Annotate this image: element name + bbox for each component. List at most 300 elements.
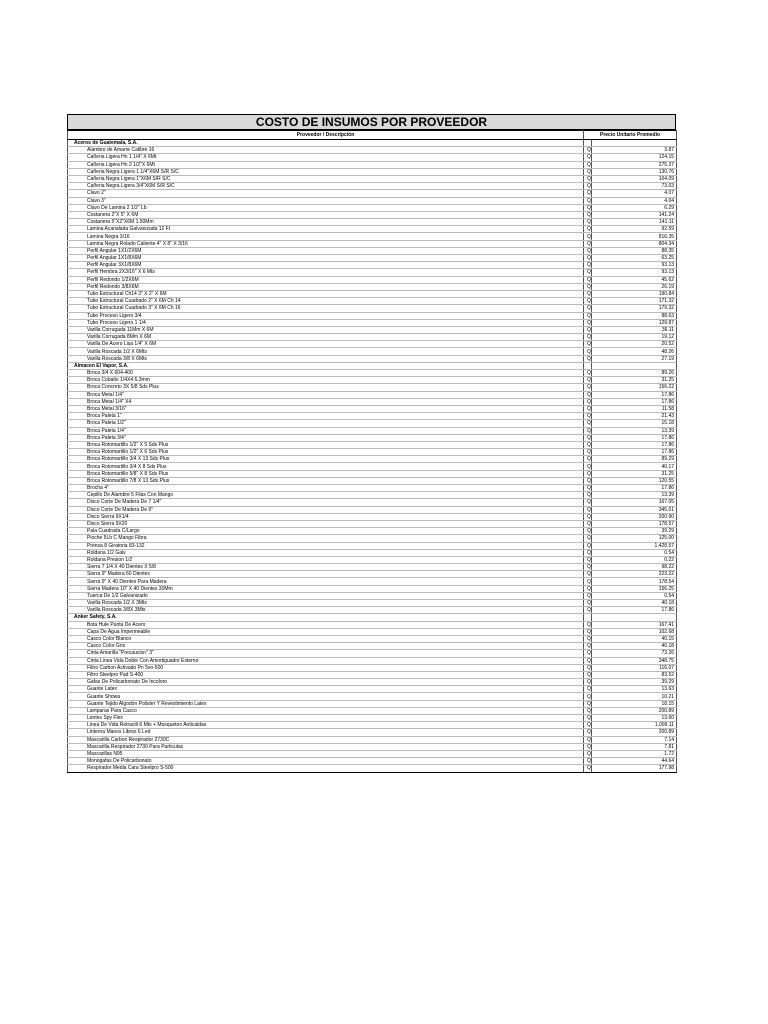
- item-description: Sierra Madera 10" X 40 Dientes 30Mm: [68, 585, 584, 592]
- currency-symbol: Q: [584, 384, 592, 391]
- item-description: Broca Rotomartillo 1/2" X 6 Sds Plus: [68, 449, 584, 456]
- item-description: Varilla De Acero Lisa 1/4" X 6M: [68, 341, 584, 348]
- unit-price: 40.18: [592, 600, 677, 607]
- currency-symbol: Q: [584, 578, 592, 585]
- item-description: Cañeria Ligera Hn 1 1/4" X 6Mt: [68, 154, 584, 161]
- item-description: Roldana Presion 1/2: [68, 556, 584, 563]
- table-row: [68, 600, 677, 607]
- currency-symbol: Q: [584, 664, 592, 671]
- table-row: [68, 255, 677, 262]
- table-row: [68, 485, 677, 492]
- table-row: [68, 434, 677, 441]
- item-description: Clavo 3": [68, 197, 584, 204]
- item-description: Monogafas De Policarbonato: [68, 758, 584, 765]
- table-row: [68, 262, 677, 269]
- item-description: Tubo Proceso Ligero 3/4: [68, 312, 584, 319]
- unit-price: 816.35: [592, 233, 677, 240]
- currency-symbol: Q: [584, 528, 592, 535]
- item-description: Disco Sierra 9X20: [68, 520, 584, 527]
- currency-symbol: Q: [584, 700, 592, 707]
- item-description: Capa De Agua Impermeable: [68, 628, 584, 635]
- currency-symbol: Q: [584, 240, 592, 247]
- unit-price: 88.35: [592, 247, 677, 254]
- item-description: Tuerca De 1/2 Galvanizado: [68, 592, 584, 599]
- item-description: Broca Rotomartillo 3/4 X 13 Sds Plus: [68, 456, 584, 463]
- item-description: Guante Showa: [68, 693, 584, 700]
- item-description: Varilla Roscada 1/2 X 6Mts: [68, 348, 584, 355]
- unit-price: 89.26: [592, 370, 677, 377]
- table-row: [68, 384, 677, 391]
- item-description: Mascarilla Carbon Respirador 2730C: [68, 736, 584, 743]
- unit-price: 1.72: [592, 750, 677, 757]
- currency-symbol: Q: [584, 564, 592, 571]
- table-row: [68, 427, 677, 434]
- item-description: Cañeria Negra Ligera 3/4"X6M S/R S/C: [68, 183, 584, 190]
- table-row: [68, 147, 677, 154]
- table-row: [68, 549, 677, 556]
- header-description: Proveedor / Descripción: [68, 131, 584, 140]
- table-row: [68, 341, 677, 348]
- supplier-row-blank: [592, 140, 677, 147]
- currency-symbol: Q: [584, 290, 592, 297]
- unit-price: 11.58: [592, 405, 677, 412]
- currency-symbol: Q: [584, 671, 592, 678]
- table-row: [68, 413, 677, 420]
- item-description: Lamina Acanalada Galvanizada 12 Ft: [68, 226, 584, 233]
- table-row: [68, 657, 677, 664]
- currency-symbol: Q: [584, 643, 592, 650]
- unit-price: 18.15: [592, 700, 677, 707]
- item-description: Mascarillas N95: [68, 750, 584, 757]
- unit-price: 17.86: [592, 398, 677, 405]
- unit-price: 17.86: [592, 391, 677, 398]
- unit-price: 89.29: [592, 456, 677, 463]
- table-row: [68, 370, 677, 377]
- currency-symbol: Q: [584, 542, 592, 549]
- table-row: [68, 556, 677, 563]
- currency-symbol: Q: [584, 715, 592, 722]
- item-description: Sierra 7 1/4 X 40 Dientes X 5/8: [68, 564, 584, 571]
- item-description: Sierra 9" Madera 60 Dientes: [68, 571, 584, 578]
- table-row: [68, 535, 677, 542]
- currency-symbol: Q: [584, 183, 592, 190]
- currency-symbol: Q: [584, 492, 592, 499]
- currency-symbol: Q: [584, 556, 592, 563]
- table-row: [68, 722, 677, 729]
- table-row: [68, 154, 677, 161]
- currency-symbol: Q: [584, 190, 592, 197]
- currency-symbol: Q: [584, 686, 592, 693]
- currency-symbol: Q: [584, 262, 592, 269]
- item-description: Broca Metal 3/16": [68, 405, 584, 412]
- currency-symbol: Q: [584, 413, 592, 420]
- table-row: [68, 334, 677, 341]
- item-description: Broca Rotomartillo 5/8" X 8 Sds Plus: [68, 470, 584, 477]
- currency-symbol: Q: [584, 269, 592, 276]
- unit-price: 48.26: [592, 348, 677, 355]
- unit-price: 178.54: [592, 578, 677, 585]
- unit-price: 13.63: [592, 686, 677, 693]
- table-row: [68, 499, 677, 506]
- item-description: Disco Sierra 9X1/4: [68, 513, 584, 520]
- item-description: Cepillo De Alambre 5 Filas Con Mango: [68, 492, 584, 499]
- currency-symbol: Q: [584, 161, 592, 168]
- item-description: Perfil Hembra 2X3/16" X 6 Mts: [68, 269, 584, 276]
- unit-price: 4.04: [592, 197, 677, 204]
- item-description: Costanera 5"X2"X6M 1.50Mm: [68, 219, 584, 226]
- item-description: Varilla Roscada 1/2 X 3Mts: [68, 600, 584, 607]
- cost-table: [67, 130, 677, 773]
- unit-price: 102.68: [592, 628, 677, 635]
- unit-price: 130.76: [592, 168, 677, 175]
- item-description: Broca Paleta 3/4": [68, 434, 584, 441]
- currency-symbol: Q: [584, 233, 592, 240]
- unit-price: 190.84: [592, 290, 677, 297]
- table-row: [68, 305, 677, 312]
- item-description: Clavo 2": [68, 190, 584, 197]
- unit-price: 156.22: [592, 384, 677, 391]
- table-row: [68, 707, 677, 714]
- currency-symbol: Q: [584, 707, 592, 714]
- item-description: Lamina Negra Rolado Caliente 4" X 8" X 3/16: [68, 240, 584, 247]
- currency-symbol: Q: [584, 398, 592, 405]
- item-description: Lamina Negra 3/16: [68, 233, 584, 240]
- table-header-row: [68, 131, 677, 140]
- currency-symbol: Q: [584, 585, 592, 592]
- unit-price: 7.81: [592, 743, 677, 750]
- table-row: [68, 391, 677, 398]
- currency-symbol: Q: [584, 628, 592, 635]
- unit-price: 116.07: [592, 664, 677, 671]
- item-description: Guante Tejido Algodón Polister Y Revestimiento Latex: [68, 700, 584, 707]
- currency-symbol: Q: [584, 298, 592, 305]
- table-row: [68, 520, 677, 527]
- unit-price: 7.14: [592, 736, 677, 743]
- item-description: Broca Concreto 3X 5/8 Sds Plus: [68, 384, 584, 391]
- unit-price: 200.90: [592, 513, 677, 520]
- table-row: [68, 405, 677, 412]
- table-row: [68, 506, 677, 513]
- item-description: Perfil Angular 1X1/2X6M: [68, 247, 584, 254]
- item-description: Varilla Roscada 3/8X 3Mts: [68, 607, 584, 614]
- item-description: Alambre de Amarre Calibre 16: [68, 147, 584, 154]
- currency-symbol: Q: [584, 405, 592, 412]
- table-row: [68, 319, 677, 326]
- unit-price: 345.01: [592, 506, 677, 513]
- unit-price: 141.24: [592, 211, 677, 218]
- currency-symbol: Q: [584, 305, 592, 312]
- item-description: Perfil Angular 3X1/8X6M: [68, 262, 584, 269]
- currency-symbol: Q: [584, 441, 592, 448]
- currency-symbol: Q: [584, 326, 592, 333]
- table-row: [68, 528, 677, 535]
- unit-price: 3.87: [592, 147, 677, 154]
- unit-price: 39.29: [592, 528, 677, 535]
- supplier-row-blank: [584, 614, 592, 621]
- currency-symbol: Q: [584, 693, 592, 700]
- item-description: Filtro Carbon Activado Pn 5vo-500: [68, 664, 584, 671]
- item-description: Tubo Proceso Ligero 1 1/4: [68, 319, 584, 326]
- header-unit-price: Precio Unitario Promedio: [584, 131, 677, 140]
- currency-symbol: Q: [584, 355, 592, 362]
- currency-symbol: Q: [584, 226, 592, 233]
- item-description: Prensa 8 Giratoria 83-132: [68, 542, 584, 549]
- table-row: [68, 219, 677, 226]
- unit-price: 39.29: [592, 679, 677, 686]
- table-row: [68, 542, 677, 549]
- unit-price: 13.60: [592, 715, 677, 722]
- currency-symbol: Q: [584, 175, 592, 182]
- item-description: Gafas De Policarbonato De Incoloro: [68, 679, 584, 686]
- table-row: [68, 276, 677, 283]
- unit-price: 93.13: [592, 269, 677, 276]
- unit-price: 27.19: [592, 355, 677, 362]
- table-row: [68, 312, 677, 319]
- item-description: Bota Hule Punta De Acero: [68, 621, 584, 628]
- item-description: Broca Paleta 1/2": [68, 420, 584, 427]
- currency-symbol: Q: [584, 571, 592, 578]
- currency-symbol: Q: [584, 635, 592, 642]
- cost-table-body: [68, 131, 677, 773]
- unit-price: 73.26: [592, 650, 677, 657]
- item-description: Broca Paleta 1": [68, 413, 584, 420]
- currency-symbol: Q: [584, 449, 592, 456]
- item-description: Tubo Estructural Cuadrado 3" X 6M Ch 16: [68, 305, 584, 312]
- table-row: [68, 211, 677, 218]
- item-description: Broca Rotomartillo 1/2" X 5 Sds Plus: [68, 441, 584, 448]
- unit-price: 141.11: [592, 219, 677, 226]
- item-description: Perfil Redondo 1/2X6M: [68, 276, 584, 283]
- table-row: [68, 765, 677, 772]
- currency-symbol: Q: [584, 348, 592, 355]
- currency-symbol: Q: [584, 391, 592, 398]
- item-description: Varilla Corrugada 11Mm X 6M: [68, 326, 584, 333]
- item-description: Perfil Angular 1X1/8X6M: [68, 255, 584, 262]
- table-row: [68, 607, 677, 614]
- table-row: [68, 290, 677, 297]
- item-description: Mascarilla Respirador 2730 Para Particulas: [68, 743, 584, 750]
- table-row: [68, 492, 677, 499]
- currency-symbol: Q: [584, 334, 592, 341]
- table-row: [68, 168, 677, 175]
- unit-price: 26.19: [592, 283, 677, 290]
- currency-symbol: Q: [584, 513, 592, 520]
- item-description: Linea De Vida Retractil 6 Mts + Mosqueton Anticaidas: [68, 722, 584, 729]
- table-row: [68, 571, 677, 578]
- table-row: [68, 621, 677, 628]
- unit-price: 0.22: [592, 556, 677, 563]
- table-row: [68, 183, 677, 190]
- item-description: Lentes Spy Flex: [68, 715, 584, 722]
- currency-symbol: Q: [584, 147, 592, 154]
- currency-symbol: Q: [584, 729, 592, 736]
- item-description: Varilla Roscada 3/8 X 6Mts: [68, 355, 584, 362]
- table-row: [68, 736, 677, 743]
- item-description: Perfil Redondo 3/8X6M: [68, 283, 584, 290]
- item-description: Pala Cuadrada C/Largo: [68, 528, 584, 535]
- item-description: Broca Metal 1/4" X4: [68, 398, 584, 405]
- unit-price: 44.64: [592, 758, 677, 765]
- supplier-name: Almacen El Vapor, S.A.: [68, 362, 584, 369]
- item-description: Tubo Estructural Cuadrado 2" X 6M Ch 14: [68, 298, 584, 305]
- currency-symbol: Q: [584, 312, 592, 319]
- table-row: [68, 398, 677, 405]
- table-row: [68, 679, 677, 686]
- table-row: [68, 700, 677, 707]
- table-row: [68, 348, 677, 355]
- unit-price: 20.52: [592, 341, 677, 348]
- unit-price: 36.11: [592, 326, 677, 333]
- currency-symbol: Q: [584, 197, 592, 204]
- supplier-row-blank: [584, 140, 592, 147]
- table-row: [68, 175, 677, 182]
- unit-price: 223.22: [592, 571, 677, 578]
- unit-price: 17.86: [592, 441, 677, 448]
- currency-symbol: Q: [584, 743, 592, 750]
- table-row: [68, 564, 677, 571]
- unit-price: 104.09: [592, 175, 677, 182]
- currency-symbol: Q: [584, 520, 592, 527]
- supplier-row-blank: [584, 362, 592, 369]
- currency-symbol: Q: [584, 341, 592, 348]
- currency-symbol: Q: [584, 506, 592, 513]
- unit-price: 92.59: [592, 226, 677, 233]
- supplier-name: Aceros de Guatemala, S.A.: [68, 140, 584, 147]
- table-row: [68, 592, 677, 599]
- table-row: [68, 650, 677, 657]
- currency-symbol: Q: [584, 427, 592, 434]
- table-row: [68, 664, 677, 671]
- item-description: Varilla Corrugada 8Mm X 6M: [68, 334, 584, 341]
- currency-symbol: Q: [584, 319, 592, 326]
- currency-symbol: Q: [584, 535, 592, 542]
- currency-symbol: Q: [584, 463, 592, 470]
- table-row: [68, 204, 677, 211]
- unit-price: 156.25: [592, 585, 677, 592]
- unit-price: 45.62: [592, 276, 677, 283]
- currency-symbol: Q: [584, 549, 592, 556]
- unit-price: 4.07: [592, 190, 677, 197]
- currency-symbol: Q: [584, 377, 592, 384]
- item-description: Filtro Steelpro Pad S-400: [68, 671, 584, 678]
- table-row: [68, 197, 677, 204]
- unit-price: 1,099.11: [592, 722, 677, 729]
- table-row: [68, 226, 677, 233]
- table-row: [68, 758, 677, 765]
- currency-symbol: Q: [584, 485, 592, 492]
- table-row: [68, 298, 677, 305]
- currency-symbol: Q: [584, 247, 592, 254]
- table-row: [68, 628, 677, 635]
- item-description: Respirador Media Cara Steelpro S-500: [68, 765, 584, 772]
- unit-price: 125.00: [592, 535, 677, 542]
- table-row: [68, 477, 677, 484]
- currency-symbol: Q: [584, 607, 592, 614]
- table-row: [68, 269, 677, 276]
- currency-symbol: Q: [584, 679, 592, 686]
- currency-symbol: Q: [584, 722, 592, 729]
- item-description: Sierra 9" X 40 Dientes Para Madera: [68, 578, 584, 585]
- unit-price: 179.32: [592, 305, 677, 312]
- item-description: Brocha 4": [68, 485, 584, 492]
- table-row: [68, 729, 677, 736]
- item-description: Pioche 5Lb C Mango Fibra: [68, 535, 584, 542]
- supplier-row: [68, 362, 677, 369]
- unit-price: 0.54: [592, 549, 677, 556]
- currency-symbol: Q: [584, 736, 592, 743]
- currency-symbol: Q: [584, 456, 592, 463]
- table-row: [68, 513, 677, 520]
- item-description: Broca Cobalto 1/4X4 6.3mm: [68, 377, 584, 384]
- table-row: [68, 463, 677, 470]
- currency-symbol: Q: [584, 650, 592, 657]
- table-row: [68, 161, 677, 168]
- item-description: Casco Color Gris: [68, 643, 584, 650]
- unit-price: 0.54: [592, 592, 677, 599]
- unit-price: 10.21: [592, 693, 677, 700]
- unit-price: 1,428.57: [592, 542, 677, 549]
- item-description: Disco Corte De Madera De 9": [68, 506, 584, 513]
- unit-price: 167.05: [592, 499, 677, 506]
- unit-price: 200.89: [592, 707, 677, 714]
- currency-symbol: Q: [584, 434, 592, 441]
- currency-symbol: Q: [584, 600, 592, 607]
- unit-price: 40.17: [592, 463, 677, 470]
- table-row: [68, 377, 677, 384]
- unit-price: 178.57: [592, 520, 677, 527]
- unit-price: 17.86: [592, 485, 677, 492]
- currency-symbol: Q: [584, 283, 592, 290]
- report-title: COSTO DE INSUMOS POR PROVEEDOR: [67, 114, 676, 130]
- supplier-row: [68, 140, 677, 147]
- unit-price: 31.25: [592, 377, 677, 384]
- unit-price: 19.12: [592, 334, 677, 341]
- item-description: Cañeria Ligera Hn 2 1/2"X 6Mt: [68, 161, 584, 168]
- currency-symbol: Q: [584, 750, 592, 757]
- item-description: Roldana 1/2 Galv: [68, 549, 584, 556]
- item-description: Linterna Manos Libres 6 Led: [68, 729, 584, 736]
- currency-symbol: Q: [584, 477, 592, 484]
- currency-symbol: Q: [584, 470, 592, 477]
- table-row: [68, 233, 677, 240]
- item-description: Broca Paleta 1/4": [68, 427, 584, 434]
- unit-price: 129.87: [592, 319, 677, 326]
- unit-price: 804.34: [592, 240, 677, 247]
- unit-price: 98.22: [592, 564, 677, 571]
- table-row: [68, 190, 677, 197]
- supplier-row-blank: [592, 362, 677, 369]
- currency-symbol: Q: [584, 657, 592, 664]
- table-row: [68, 585, 677, 592]
- table-row: [68, 456, 677, 463]
- currency-symbol: Q: [584, 204, 592, 211]
- item-description: Clavo De Lamina 2 1/2" Lb: [68, 204, 584, 211]
- unit-price: 40.18: [592, 643, 677, 650]
- item-description: Lamparas Para Casco: [68, 707, 584, 714]
- item-description: Broca Rotomartillo 7/8 X 13 Sds Plus: [68, 477, 584, 484]
- unit-price: 17.86: [592, 607, 677, 614]
- currency-symbol: Q: [584, 499, 592, 506]
- supplier-name: Anker Safety, S.A.: [68, 614, 584, 621]
- currency-symbol: Q: [584, 154, 592, 161]
- table-row: [68, 643, 677, 650]
- item-description: Costanera 2"X 5" X 6M: [68, 211, 584, 218]
- currency-symbol: Q: [584, 420, 592, 427]
- table-row: [68, 578, 677, 585]
- supplier-row: [68, 614, 677, 621]
- table-row: [68, 686, 677, 693]
- item-description: Cañeria Negra Ligera 1"X6M S/R S/C: [68, 175, 584, 182]
